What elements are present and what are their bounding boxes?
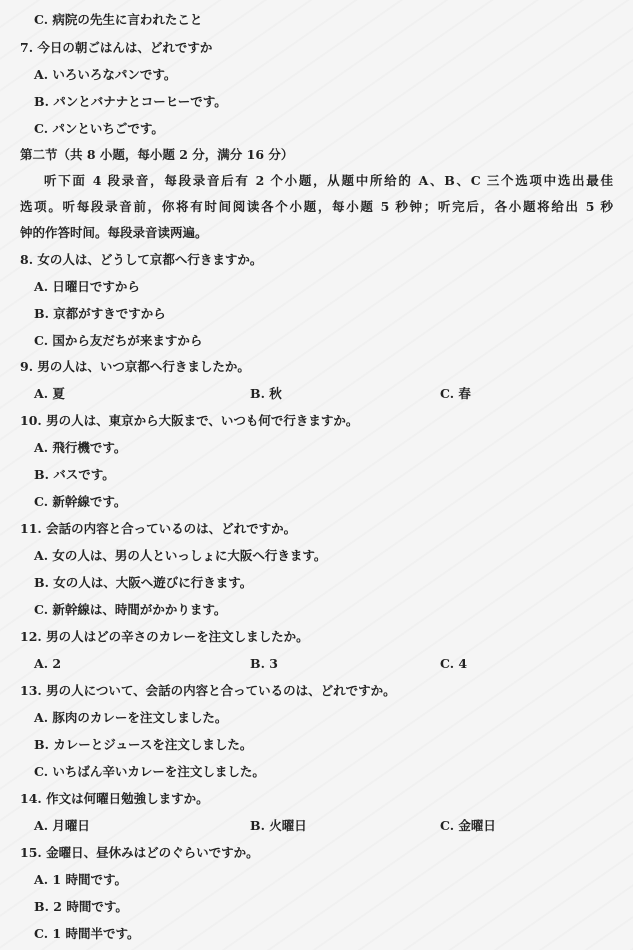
question-13: 13. 男の人について、会話の内容と合っているのは、どれですか。 [20, 683, 396, 698]
instruction-line-2: 选项。听每段录音前，你将有时间阅读各个小题，每小题 5 秒钟；听完后，各小题将给出 5 秒 [20, 199, 613, 214]
option-14a: A. 月曜日 [34, 818, 90, 833]
option-6c: C. 病院の先生に言われたこと [34, 12, 203, 27]
option-7c: C. パンといちごです。 [34, 121, 164, 136]
question-10: 10. 男の人は、東京から大阪まで、いつも何で行きますか。 [20, 413, 359, 428]
question-11: 11. 会話の内容と合っているのは、どれですか。 [20, 521, 297, 536]
option-11b: B. 女の人は、大阪へ遊びに行きます。 [34, 575, 253, 590]
option-8c: C. 国から友だちが来ますから [34, 333, 203, 348]
option-14c: C. 金曜日 [440, 818, 496, 833]
question-14: 14. 作文は何曜日勉強しますか。 [20, 791, 209, 806]
option-8a: A. 日曜日ですから [34, 279, 140, 294]
options-row-12 [0, 656, 633, 672]
option-15a: A. 1 時間です。 [34, 872, 127, 887]
option-10a: A. 飛行機です。 [34, 440, 127, 455]
options-row-9 [0, 386, 633, 402]
section-heading: 第二节（共 8 小题，每小题 2 分，满分 16 分） [20, 147, 294, 162]
option-11c: C. 新幹線は、時間がかかります。 [34, 602, 227, 617]
option-9a: A. 夏 [34, 386, 65, 401]
option-11a: A. 女の人は、男の人といっしょに大阪へ行きます。 [34, 548, 327, 563]
question-7: 7. 今日の朝ごはんは、どれですか [20, 40, 213, 55]
instruction-line-1: 听下面 4 段录音，每段录音后有 2 个小题，从题中所给的 A、B、C 三个选项中选出最佳 [44, 173, 613, 188]
option-9c: C. 春 [440, 386, 471, 401]
question-9: 9. 男の人は、いつ京都へ行きましたか。 [20, 359, 250, 374]
instruction-line-3: 钟的作答时间。每段录音读两遍。 [20, 225, 208, 240]
option-9b: B. 秋 [250, 386, 282, 401]
option-7b: B. パンとバナナとコーヒーです。 [34, 94, 227, 109]
option-8b: B. 京都がすきですから [34, 306, 166, 321]
option-13a: A. 豚肉のカレーを注文しました。 [34, 710, 228, 725]
option-10c: C. 新幹線です。 [34, 494, 127, 509]
option-14b: B. 火曜日 [250, 818, 307, 833]
option-13c: C. いちばん辛いカレーを注文しました。 [34, 764, 265, 779]
options-row-14 [0, 818, 633, 834]
option-15c: C. 1 時間半です。 [34, 926, 140, 941]
question-12: 12. 男の人はどの辛さのカレーを注文しましたか。 [20, 629, 309, 644]
option-15b: B. 2 時間です。 [34, 899, 128, 914]
option-12b: B. 3 [250, 656, 278, 671]
option-12c: C. 4 [440, 656, 468, 671]
question-15: 15. 金曜日、昼休みはどのぐらいですか。 [20, 845, 259, 860]
option-10b: B. バスです。 [34, 467, 115, 482]
option-13b: B. カレーとジュースを注文しました。 [34, 737, 253, 752]
option-7a: A. いろいろなパンです。 [34, 67, 177, 82]
question-8: 8. 女の人は、どうして京都へ行きますか。 [20, 252, 263, 267]
option-12a: A. 2 [34, 656, 62, 671]
